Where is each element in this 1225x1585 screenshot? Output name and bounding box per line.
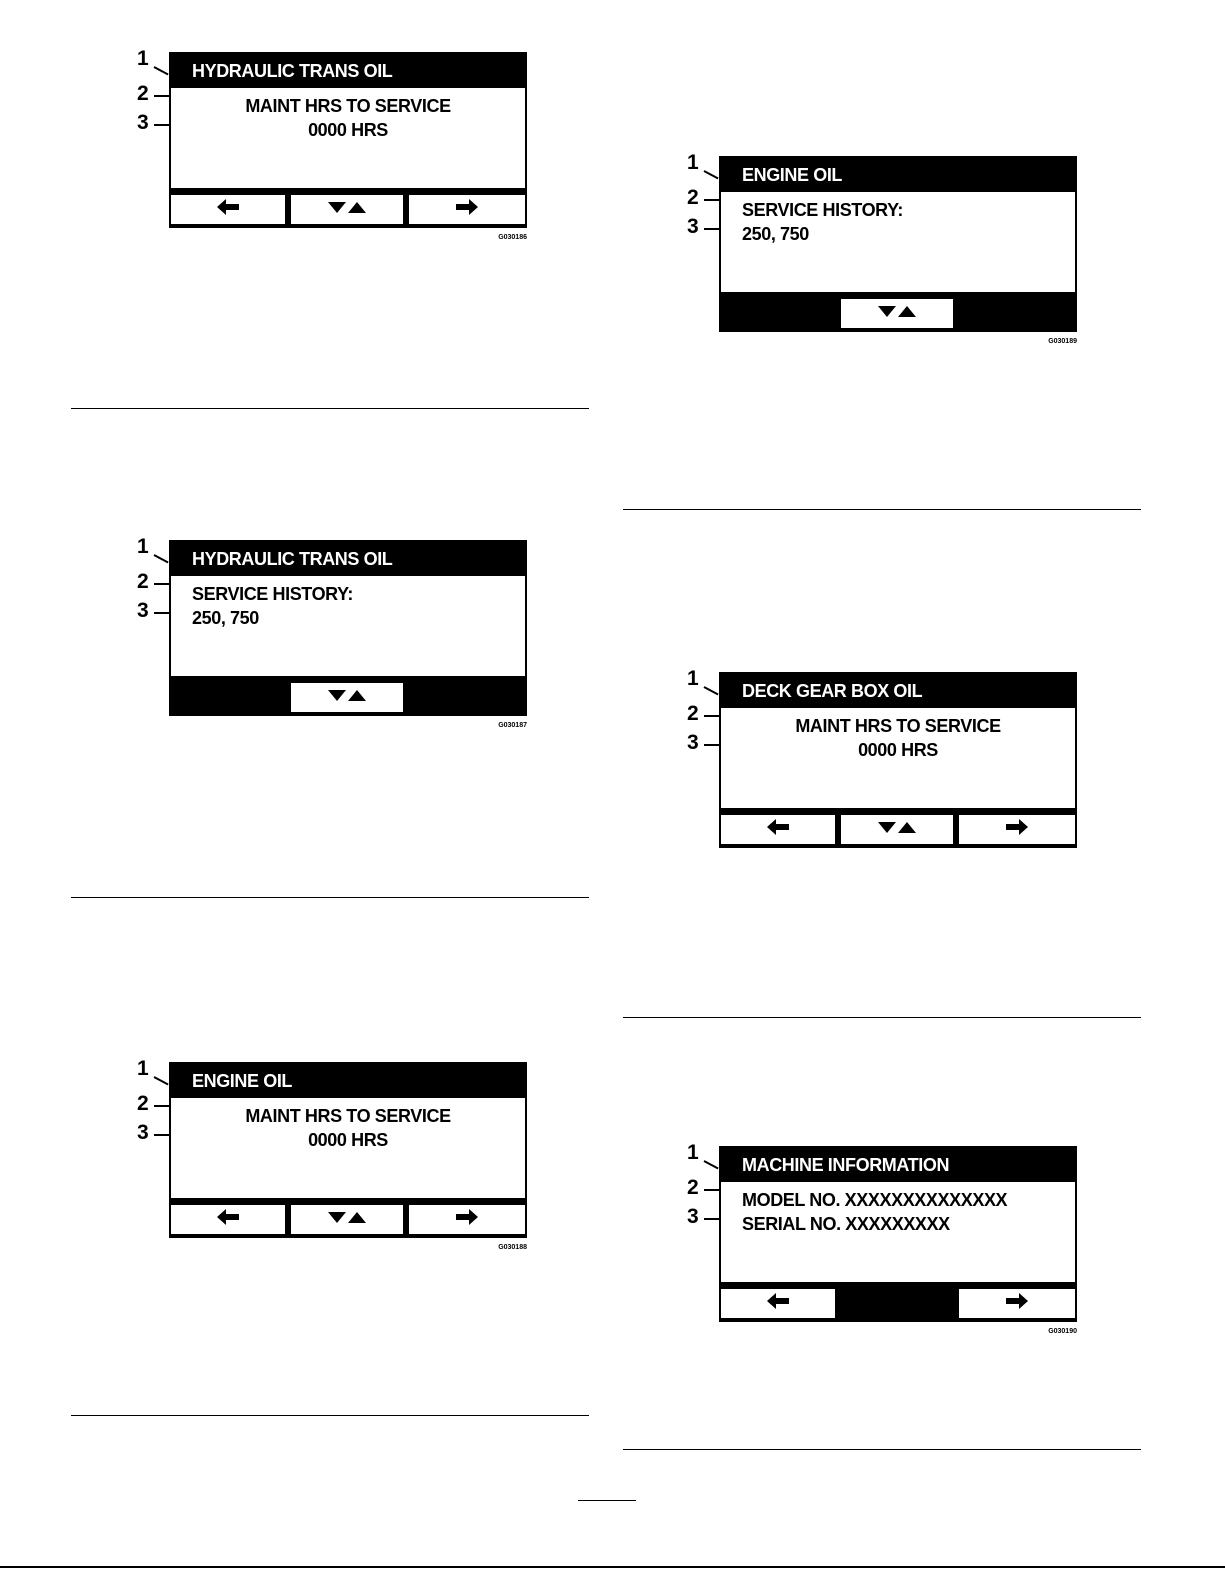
callout-3: 3 [687,215,699,238]
screen-line-2: 0000 HRS [858,740,938,760]
callout-3: 3 [687,1205,699,1228]
leader-line [704,228,720,230]
callout-3: 3 [687,731,699,754]
section-divider [623,1017,1141,1018]
leader-line [154,1134,170,1136]
right-button[interactable] [409,1205,525,1234]
callout-1: 1 [687,667,699,690]
screen-title: ENGINE OIL [721,158,1075,192]
leader-line [154,612,170,614]
right-arrow-icon [1005,1292,1029,1315]
screen-line-2: SERIAL NO. XXXXXXXXX [742,1214,950,1234]
screen-line-2: 0000 HRS [308,120,388,140]
display-screen [719,672,1077,848]
down-up-arrows-icon [327,1210,367,1229]
leader-line [704,715,720,717]
right-button-blank [409,683,525,712]
leader-line [154,583,170,585]
left-button-blank [721,299,835,328]
callout-2: 2 [687,702,699,725]
figure-code: G030187 [498,722,527,729]
right-arrow-icon [455,1208,479,1231]
figure-code: G030188 [498,1244,527,1251]
scroll-button[interactable] [291,1205,403,1234]
scroll-button[interactable] [291,683,403,712]
screen-line-1: SERVICE HISTORY: [192,584,353,604]
scroll-button[interactable] [291,195,403,224]
callout-2: 2 [137,570,149,593]
section-divider [71,1415,589,1416]
figure-hydraulic-maint [137,48,539,244]
section-divider [623,509,1141,510]
page-number-line [578,1500,636,1501]
left-arrow-icon [766,1292,790,1315]
down-up-arrows-icon [327,688,367,707]
screen-title: HYDRAULIC TRANS OIL [171,54,525,88]
down-up-arrows-icon [877,820,917,839]
callout-1: 1 [687,1141,699,1164]
screen-title: MACHINE INFORMATION [721,1148,1075,1182]
left-arrow-icon [216,198,240,221]
screen-line-2: 0000 HRS [308,1130,388,1150]
display-screen [169,540,527,716]
display-screen [169,52,527,228]
callout-2: 2 [137,82,149,105]
callout-1: 1 [137,1057,149,1080]
figure-code: G030190 [1048,1328,1077,1335]
leader-line [154,554,169,563]
callout-1: 1 [137,47,149,70]
display-screen [719,1146,1077,1322]
left-button-blank [171,683,285,712]
figure-machine-information [687,1142,1089,1338]
callout-2: 2 [687,186,699,209]
screen-line-1: MAINT HRS TO SERVICE [245,1106,451,1126]
screen-line-1: MAINT HRS TO SERVICE [795,716,1001,736]
leader-line [704,1218,720,1220]
button-bar [721,1282,1075,1320]
screen-title: DECK GEAR BOX OIL [721,674,1075,708]
leader-line [704,1160,719,1169]
callout-1: 1 [137,535,149,558]
button-bar [171,188,525,226]
leader-line [704,686,719,695]
left-arrow-icon [216,1208,240,1231]
callout-2: 2 [687,1176,699,1199]
screen-title: HYDRAULIC TRANS OIL [171,542,525,576]
screen-line-1: SERVICE HISTORY: [742,200,903,220]
button-bar [721,292,1075,330]
display-screen [169,1062,527,1238]
leader-line [154,1105,170,1107]
left-button[interactable] [721,815,835,844]
leader-line [704,744,720,746]
screen-line-1: MAINT HRS TO SERVICE [245,96,451,116]
down-up-arrows-icon [327,200,367,219]
page-bottom-border [0,1566,1225,1568]
figure-engine-maint [137,1058,539,1254]
callout-2: 2 [137,1092,149,1115]
right-arrow-icon [1005,818,1029,841]
figure-hydraulic-history [137,536,539,732]
left-arrow-icon [766,818,790,841]
section-divider [623,1449,1141,1450]
scroll-button[interactable] [841,299,953,328]
callout-3: 3 [137,111,149,134]
leader-line [154,1076,169,1085]
right-button[interactable] [959,1289,1075,1318]
display-screen [719,156,1077,332]
section-divider [71,408,589,409]
leader-line [154,124,170,126]
right-button[interactable] [959,815,1075,844]
right-button[interactable] [409,195,525,224]
screen-line-2: 250, 750 [192,608,259,628]
left-button[interactable] [171,1205,285,1234]
left-button[interactable] [171,195,285,224]
button-bar [171,1198,525,1236]
scroll-button[interactable] [841,815,953,844]
callout-3: 3 [137,1121,149,1144]
leader-line [704,1189,720,1191]
figure-deck-gearbox-maint [687,668,1089,864]
callout-1: 1 [687,151,699,174]
screen-line-1: MODEL NO. XXXXXXXXXXXXXX [742,1190,1008,1210]
leader-line [154,66,169,75]
figure-engine-history [687,152,1089,348]
right-arrow-icon [455,198,479,221]
left-button[interactable] [721,1289,835,1318]
button-bar [171,676,525,714]
figure-code: G030189 [1048,338,1077,345]
middle-button-blank [841,1289,953,1318]
section-divider [71,897,589,898]
down-up-arrows-icon [877,304,917,323]
leader-line [154,95,170,97]
screen-title: ENGINE OIL [171,1064,525,1098]
button-bar [721,808,1075,846]
screen-line-2: 250, 750 [742,224,809,244]
leader-line [704,199,720,201]
callout-3: 3 [137,599,149,622]
figure-code: G030186 [498,234,527,241]
right-button-blank [959,299,1075,328]
leader-line [704,170,719,179]
